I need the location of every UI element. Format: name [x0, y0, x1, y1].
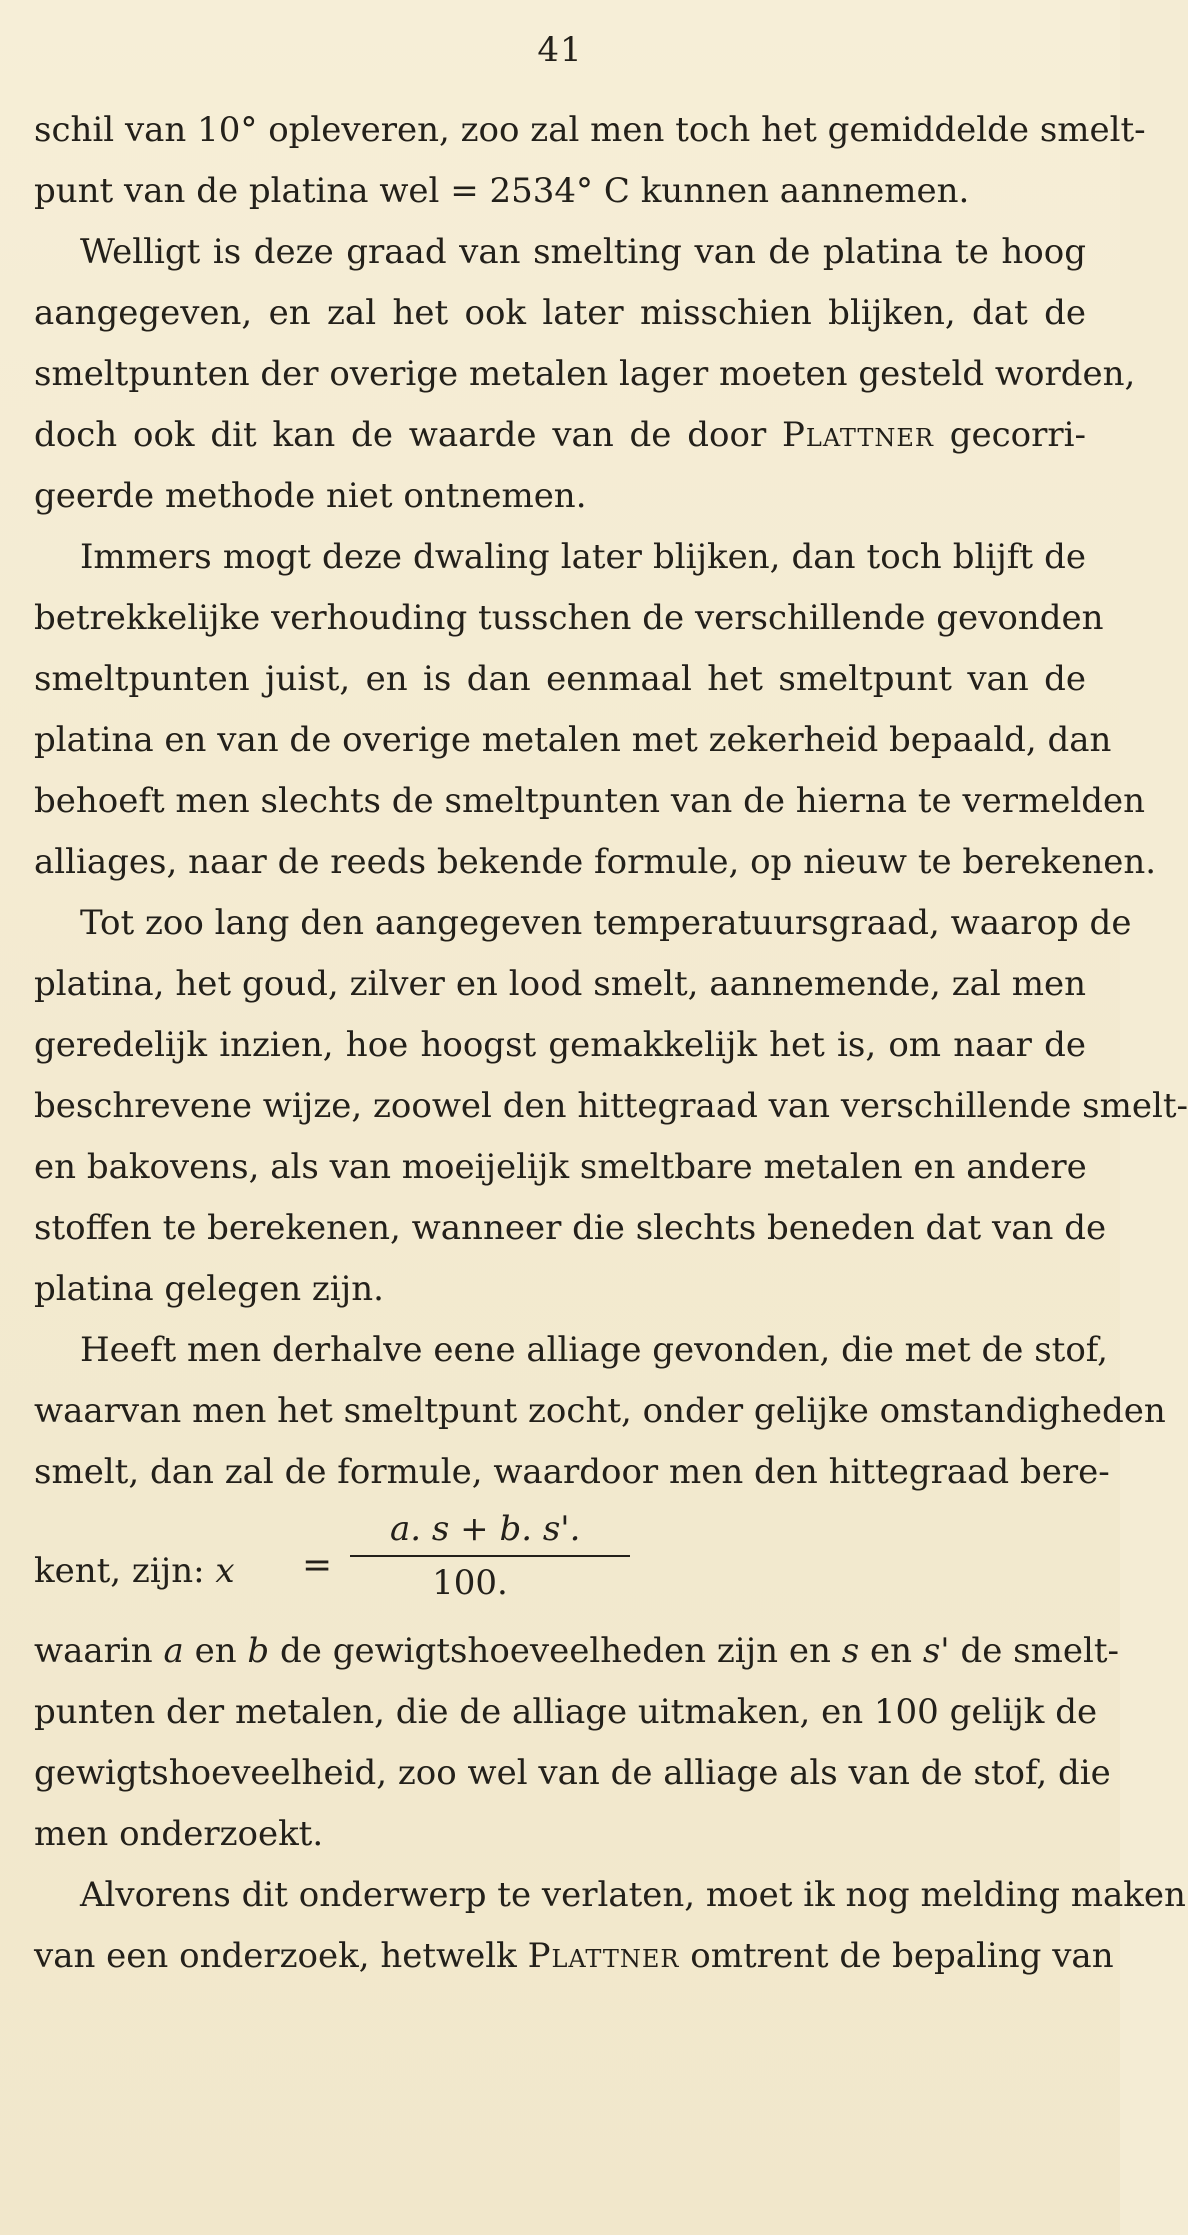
text-line: aangegeven, en zal het ook later misschien blijken, dat de	[34, 293, 1086, 333]
text-line: Heeft men derhalve eene alliage gevonden, die met de stof,	[80, 1330, 1108, 1370]
var-s-prime: s'	[922, 1631, 950, 1671]
text-line: Welligt is deze graad van smelting van de platina te hoog	[80, 232, 1086, 272]
text-segment: omtrent de bepaling van	[690, 1936, 1114, 1976]
text-segment: doch ook dit kan de waarde van de door	[34, 415, 767, 455]
fraction-denominator: 100.	[432, 1563, 508, 1603]
var-s: s	[841, 1631, 860, 1671]
text-line: punten der metalen, die de alliage uitmaken, en 100 gelijk de	[34, 1692, 1098, 1732]
text-line: Immers mogt deze dwaling later blijken, dan toch blijft de	[80, 537, 1086, 577]
var-a: a	[163, 1631, 184, 1671]
text-line	[34, 405, 1086, 466]
text-line: geerde methode niet ontnemen.	[34, 476, 587, 516]
text-line: betrekkelijke verhouding tusschen de verschillende gevonden	[34, 598, 1104, 638]
text-line: alliages, naar de reeds bekende formule, op nieuw te berekenen.	[34, 842, 1157, 882]
text-segment: gecorri-	[949, 415, 1087, 455]
text-segment: de smelt-	[960, 1631, 1119, 1671]
formula-variable: x	[215, 1551, 235, 1591]
text-line: punt van de platina wel = 2534° C kunnen aannemen.	[34, 171, 970, 211]
formula-lead	[34, 1551, 235, 1591]
text-line: waarvan men het smeltpunt zocht, onder gelijke omstandigheden	[34, 1391, 1166, 1431]
text-line: Alvorens dit onderwerp te verlaten, moet ik nog melding maken	[80, 1875, 1186, 1915]
text-line: Tot zoo lang den aangegeven temperatuursgraad, waarop de	[80, 903, 1132, 943]
fraction	[350, 1503, 630, 1609]
page-number: 41	[537, 30, 583, 70]
formula	[34, 1503, 1086, 1621]
formula-equals: =	[302, 1545, 333, 1586]
text-line: en bakovens, als van moeijelijk smeltbare metalen en andere	[34, 1147, 1087, 1187]
text-line	[34, 1926, 1114, 1987]
text-line: men onderzoekt.	[34, 1814, 324, 1854]
text-line	[34, 1621, 1119, 1682]
text-line: geredelijk inzien, hoe hoogst gemakkelijk het is, om naar de	[34, 1025, 1086, 1065]
body-text	[34, 100, 1188, 1987]
var-b: b	[247, 1631, 270, 1671]
text-segment: waarin	[34, 1631, 153, 1671]
author-name: Plattner	[527, 1936, 680, 1976]
text-line: beschrevene wijze, zoowel den hittegraad van verschillende smelt-	[34, 1086, 1188, 1126]
author-name: Plattner	[782, 415, 934, 455]
fraction-numerator: a. s + b. s'.	[390, 1509, 581, 1549]
text-segment: van een onderzoek, hetwelk	[34, 1936, 517, 1976]
text-line: smelt, dan zal de formule, waardoor men den hittegraad bere-	[34, 1452, 1110, 1492]
text-line: platina gelegen zijn.	[34, 1269, 384, 1309]
text-line: platina, het goud, zilver en lood smelt, aannemende, zal men	[34, 964, 1086, 1004]
text-line: schil van 10° opleveren, zoo zal men toch het gemiddelde smelt-	[34, 110, 1146, 150]
text-segment: en	[869, 1631, 913, 1671]
text-line: smeltpunten der overige metalen lager moeten gesteld worden,	[34, 354, 1136, 394]
text-line: smeltpunten juist, en is dan eenmaal het smeltpunt van de	[34, 659, 1086, 699]
formula-lead-text: kent, zijn:	[34, 1551, 205, 1591]
text-segment: en	[194, 1631, 237, 1671]
text-line: behoeft men slechts de smeltpunten van de hierna te vermelden	[34, 781, 1146, 821]
text-line: stoffen te berekenen, wanneer die slechts beneden dat van de	[34, 1208, 1107, 1248]
text-line: gewigtshoeveelheid, zoo wel van de alliage als van de stof, die	[34, 1753, 1111, 1793]
text-line: platina en van de overige metalen met zekerheid bepaald, dan	[34, 720, 1112, 760]
text-segment: de gewigtshoeveelheden zijn en	[280, 1631, 831, 1671]
